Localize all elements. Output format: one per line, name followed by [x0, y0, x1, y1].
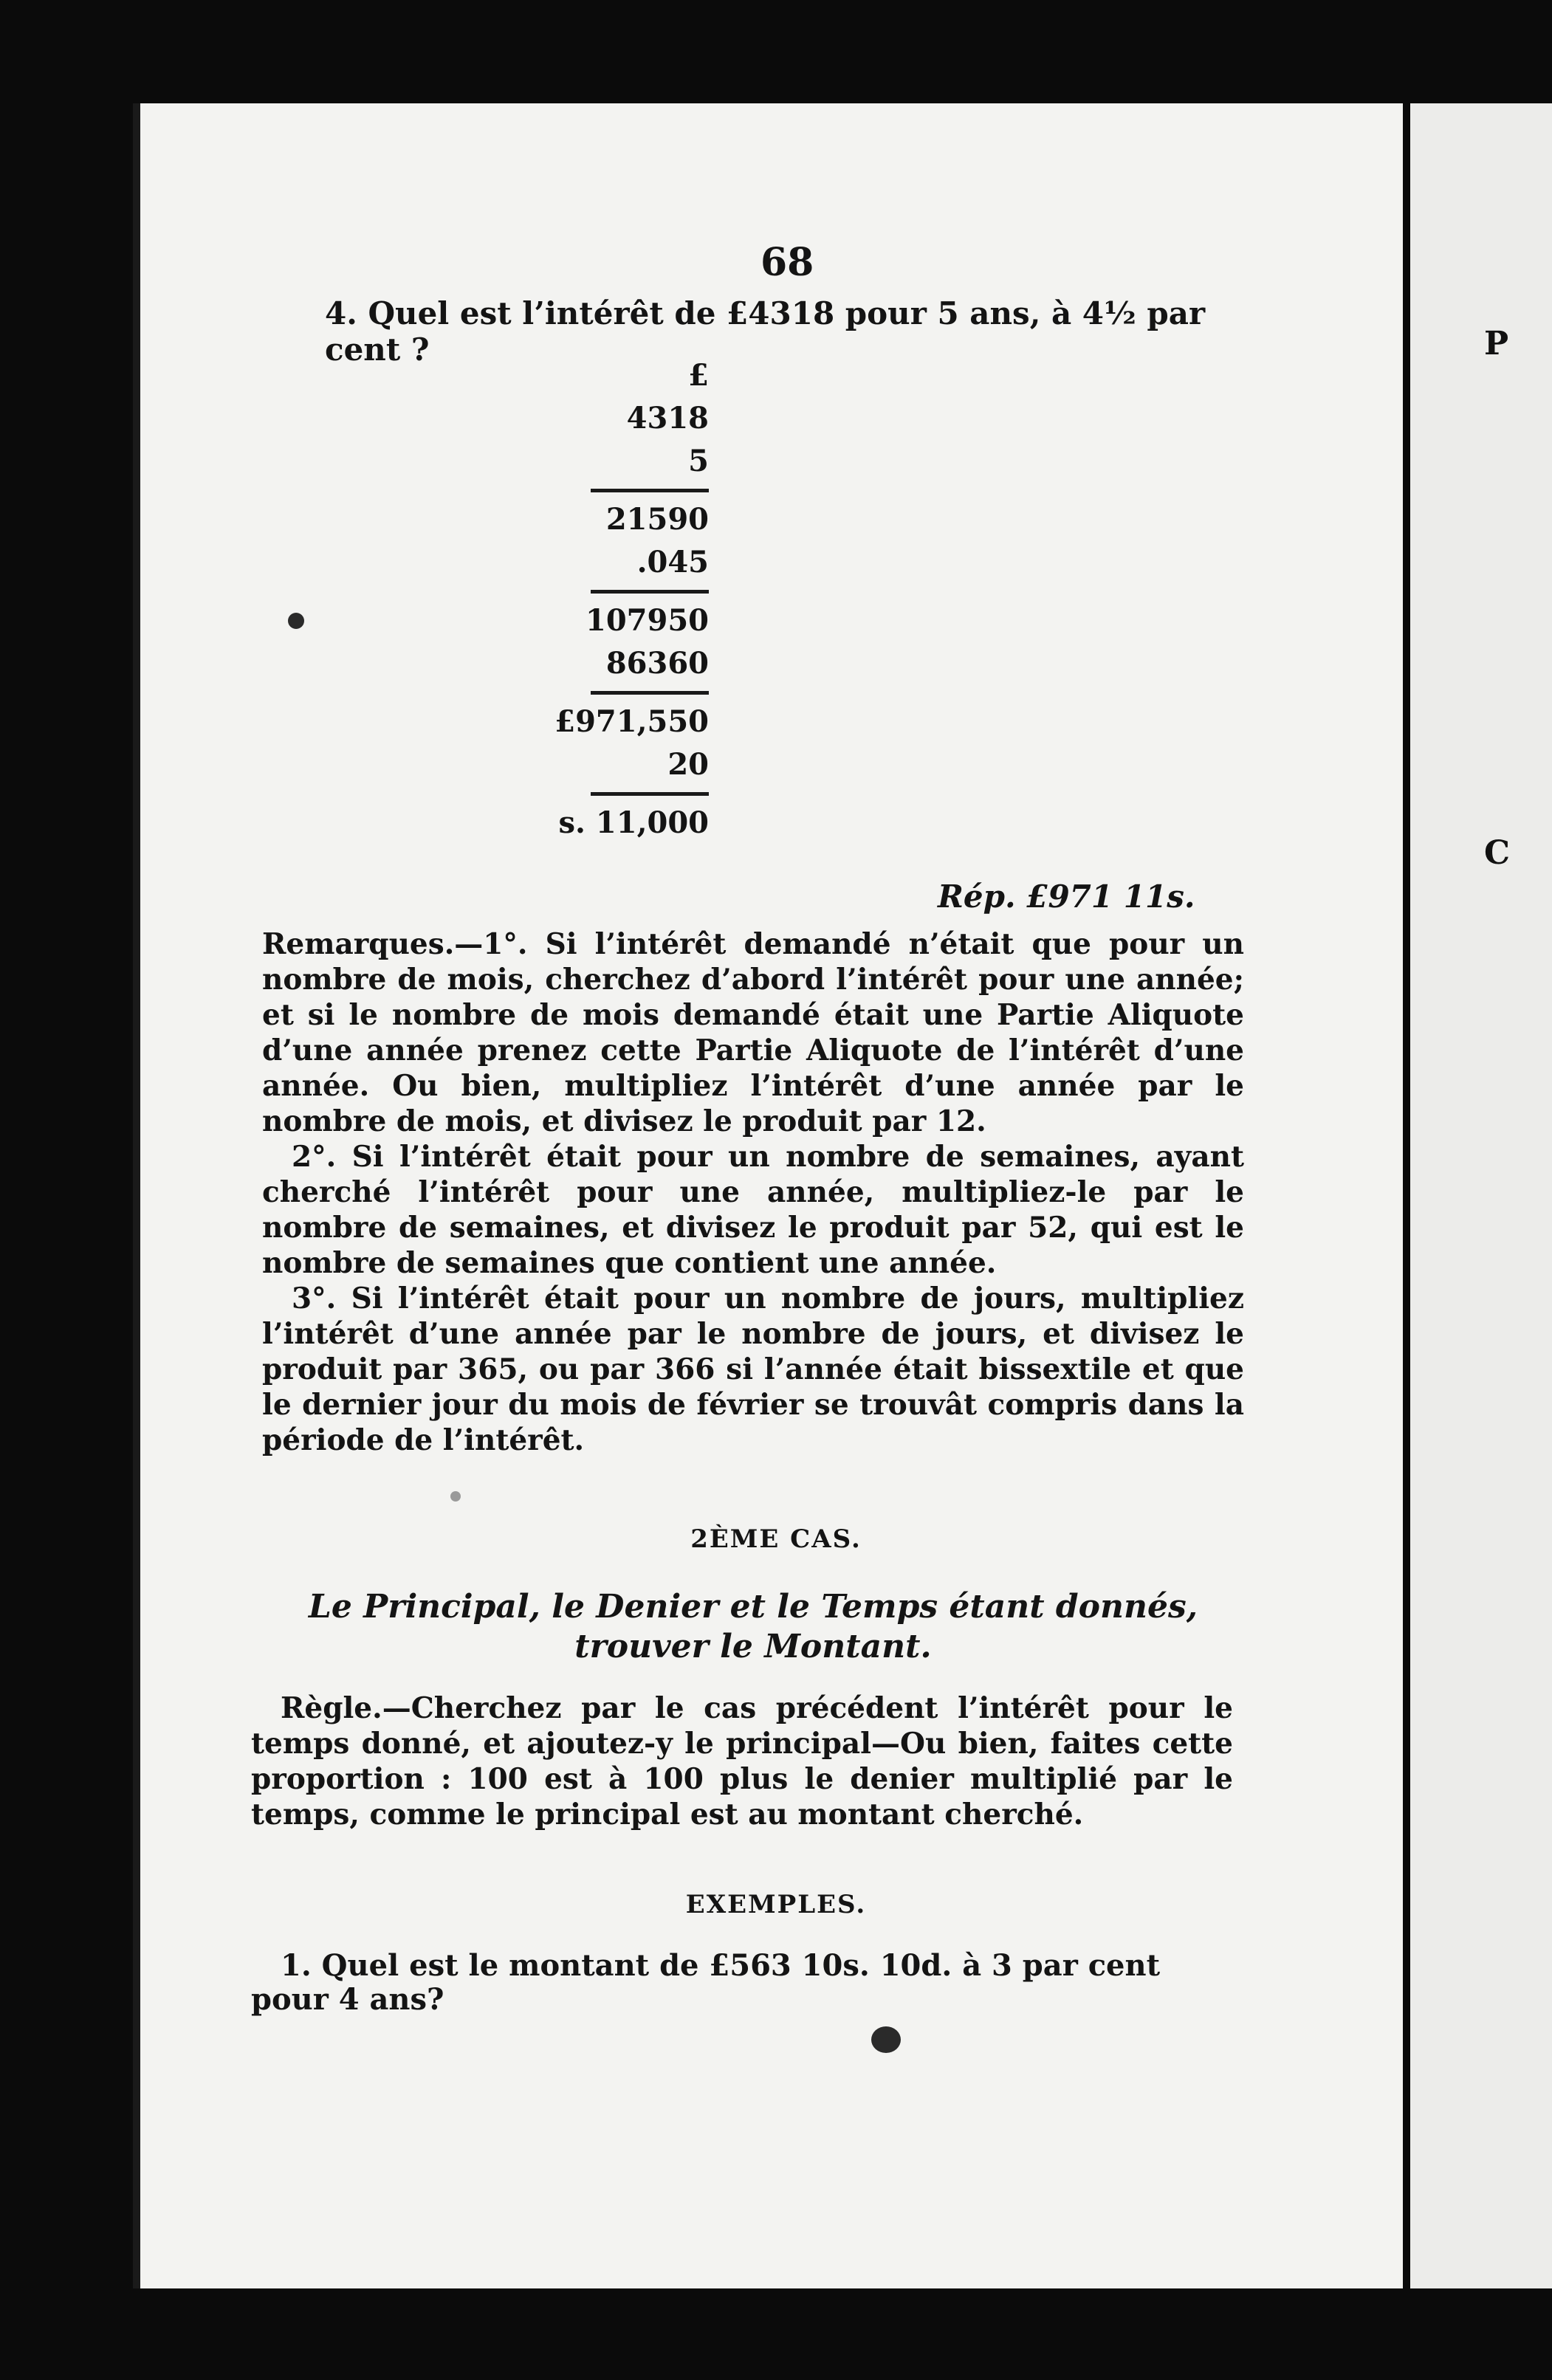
adjacent-page-fragment: C — [1484, 834, 1511, 872]
example-question: 1. Quel est le montant de £563 10s. 10d. à 3 par cent pour 4 ans? — [251, 1948, 1161, 2017]
calc-partial: 86360 — [605, 646, 709, 681]
calc-rule — [591, 489, 709, 492]
case-title: Le Principal, le Denier et le Temps étant donnés, trouver le Montant. — [308, 1588, 1198, 1665]
remark-paragraph: 2°. Si l’intérêt était pour un nombre de semaines, ayant cherché l’intérêt pour une année, multipliez-le par le nombre de semaines, et divisez le produit par 52, qui est le nombre de semaines que contient une année. — [262, 1140, 1244, 1280]
calc-years: 5 — [688, 444, 709, 478]
remark-paragraph: Remarques.—1°. Si l’intérêt demandé n’était que pour un nombre de mois, cherchez d’abord l’intérêt pour une année; et si le nombre de mois demandé était une Partie Aliquote d’une année prenez cette Partie Aliquote de l’intérêt d’une année. Ou bien, multipliez l’intérêt d’une année par le nombre de mois, et divisez le produit par 12. — [262, 927, 1244, 1138]
calc-shillings: s. 11,000 — [558, 805, 709, 840]
problem-statement: 4. Quel est l’intérêt de £4318 pour 5 ans, à 4½ par cent ? — [325, 295, 1206, 368]
calc-principal: 4318 — [626, 401, 709, 436]
page-number: 68 — [760, 240, 814, 285]
adjacent-page-edge — [1410, 103, 1552, 2288]
calc-rule — [591, 792, 709, 796]
calc-partial: 107950 — [586, 603, 709, 638]
scan-border — [133, 2288, 1403, 2380]
examples-heading: EXEMPLES. — [685, 1890, 867, 1919]
case-heading: 2ÈME CAS. — [690, 1524, 862, 1554]
calc-product: 21590 — [605, 502, 709, 537]
calc-result: £971,550 — [554, 704, 709, 739]
calculation-block — [517, 354, 709, 845]
remark-paragraph: 3°. Si l’intérêt était pour un nombre de jours, multipliez l’intérêt d’une année par le nombre de jours, et divisez le produit par 365, ou par 366 si l’année était bissextile et que le dernier jour du mois de février se trouvât compris dans la période de l’intérêt. — [262, 1282, 1244, 1457]
calc-multiplier: 20 — [667, 747, 709, 782]
calc-rule — [591, 590, 709, 594]
ink-speck — [288, 613, 304, 629]
calc-currency: £ — [688, 358, 709, 393]
remarks-section — [262, 926, 1244, 1458]
rule-paragraph: Règle.—Cherchez par le cas précédent l’intérêt pour le temps donné, et ajoutez-y le principal—Ou bien, faites cette proportion : 100 est à 100 plus le denier multiplié par le temps, comme le principal est au montant cherché. — [251, 1691, 1233, 1832]
ink-speck — [871, 2026, 901, 2053]
calc-rule — [591, 691, 709, 695]
ink-speck — [450, 1491, 461, 1502]
answer: Rép. £971 11s. — [938, 878, 1195, 915]
adjacent-page-fragment: P — [1484, 325, 1509, 362]
calc-rate: .045 — [636, 545, 709, 579]
